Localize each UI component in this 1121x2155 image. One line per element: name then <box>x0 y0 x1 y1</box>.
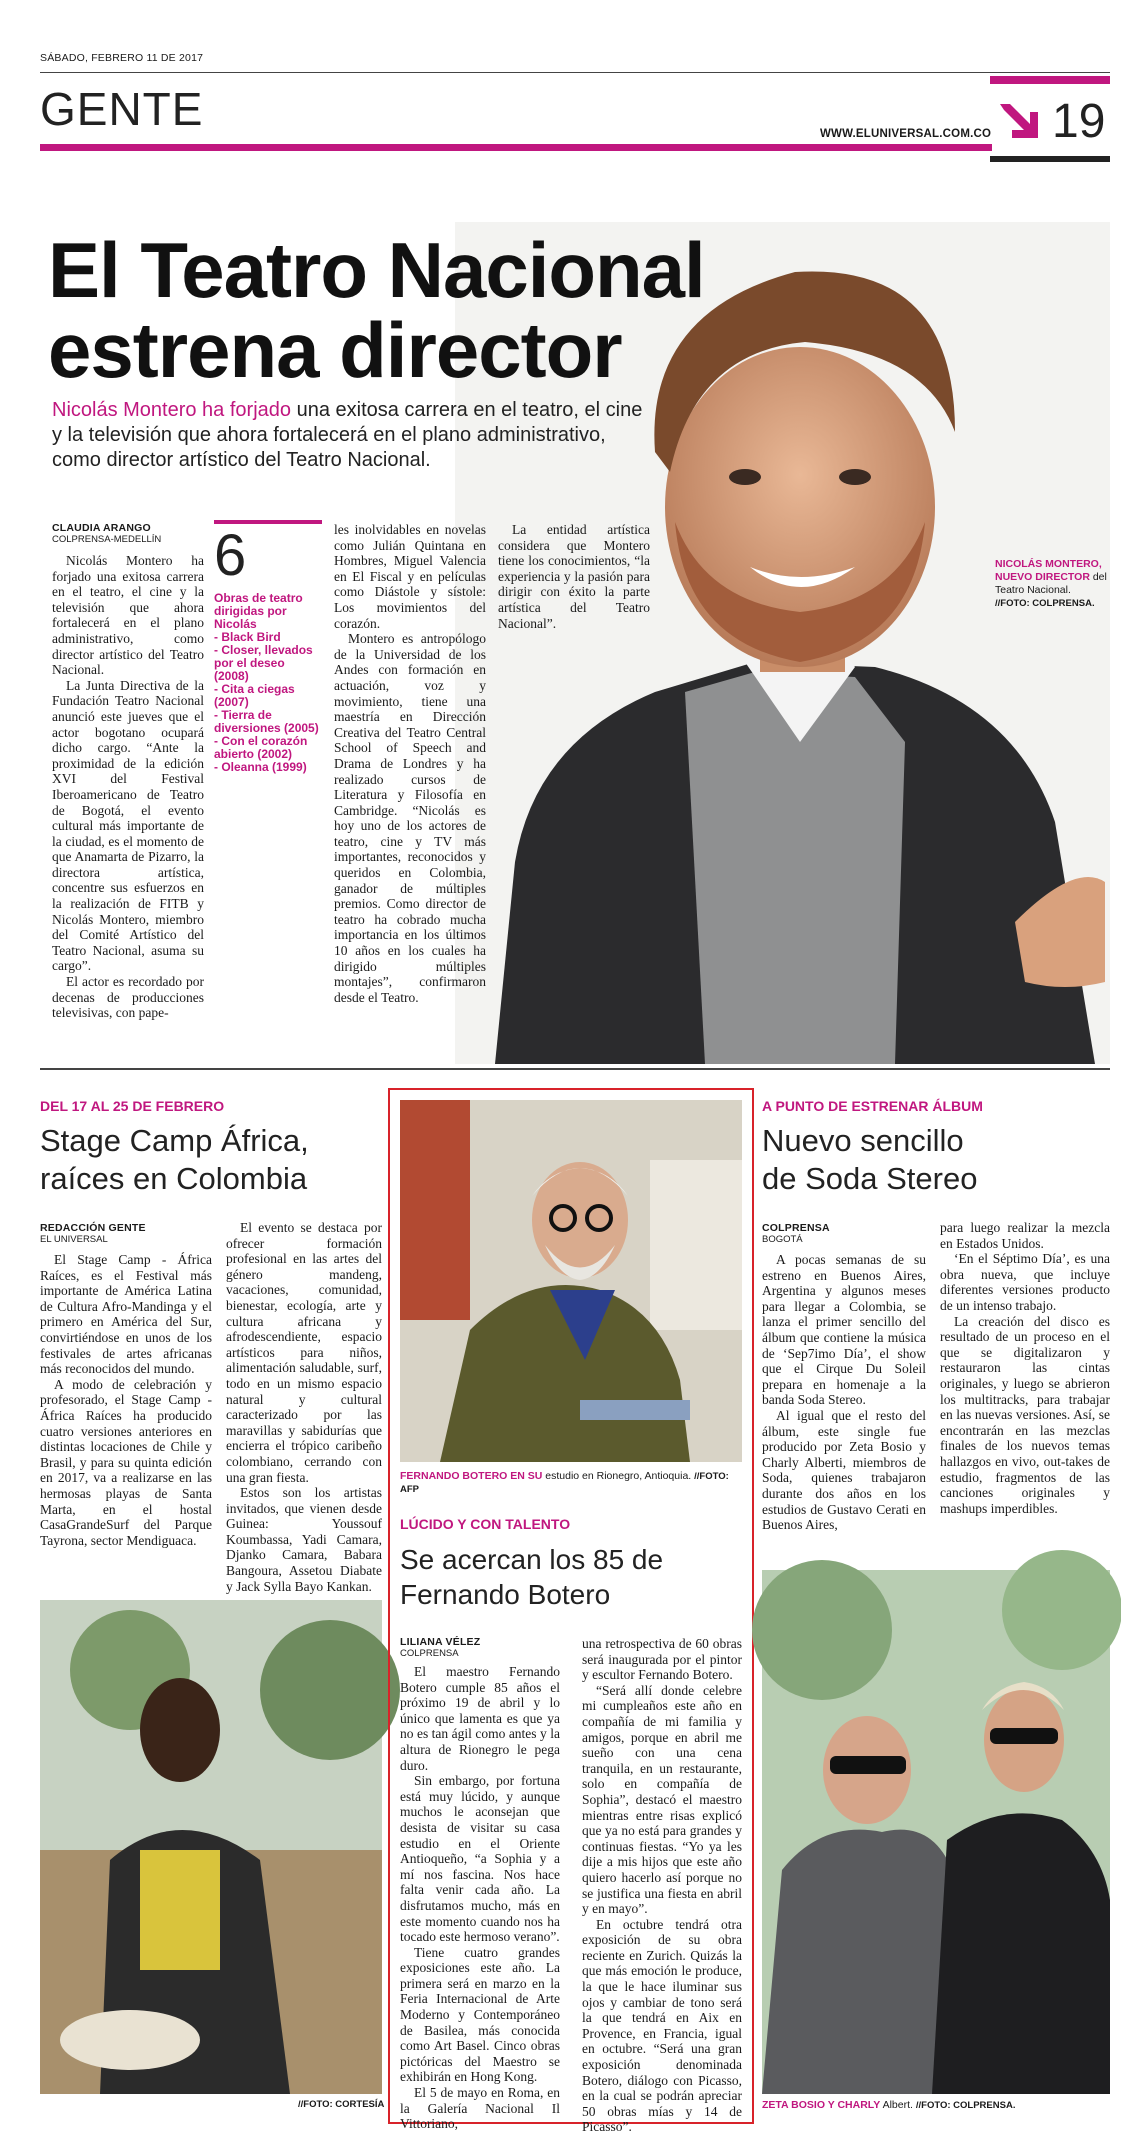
stage-kicker: DEL 17 AL 25 DE FEBRERO <box>40 1098 225 1114</box>
paragraph: La creación del disco es resultado de un proceso en el que se digitalizaron y restauraron las cintas originales, y luego se abrieron los multitracks, para trabajar en las nuevas versiones. Así, se encontrarán en las mezclas finales de los nuevos temas hallazgos en vivo, out-takes de estudio, fragmentos de las canciones originales y mashups imperdibles. <box>940 1313 1110 1516</box>
stage-col-1 <box>40 1252 212 1574</box>
soda-col-2 <box>940 1220 1110 1574</box>
main-author: CLAUDIA ARANGO <box>52 522 151 534</box>
botero-author-place: COLPRENSA <box>400 1648 459 1659</box>
headline-line-2: estrena director <box>48 306 622 394</box>
page-number: 19 <box>1052 95 1106 148</box>
plays-sidebar <box>214 520 322 774</box>
botero-col-2 <box>582 1636 742 2135</box>
section-divider <box>40 1068 1110 1070</box>
soda-photo <box>762 1570 1110 2094</box>
sidebar-item: - Cita a ciegas (2007) <box>214 682 295 709</box>
botero-caption <box>400 1470 742 1496</box>
botero-byline <box>400 1636 480 1659</box>
paragraph: “Será allí donde celebre mi cumpleaños este año en compañía de mi familia y amigos, porque en abril me sueño con una cena tranquila, en un restaurante, solo en compañía de Sophia”, destacó el maestro mientras entre risas explicó que ya no está para grandes y continuas fiestas. “Yo ya les dije a mis hijos que este año quiero hacerlo así porque no se justifica una fiesta en abril y en mayo”. <box>582 1682 742 1917</box>
botero-kicker: LÚCIDO Y CON TALENTO <box>400 1516 571 1532</box>
paragraph: En octubre tendrá otra exposición de su obra reciente en Zurich. Quizás la que más emoción le produce, la que le hace iluminar sus ojos y cambiar de tono será la que tendrá en Aix en Provence, en Francia, igual en octubre. “Será una gran exposición denominada Botero, diálogo con Picasso, en la cual se podrán apreciar 50 obras mías y 14 de Picasso”. <box>582 1916 742 2135</box>
botero-col-1 <box>400 1664 560 2132</box>
botero-caption-rest: estudio en Rionegro, Antioquia. <box>545 1470 692 1482</box>
paragraph: ‘En el Séptimo Día’, es una obra nueva, que incluye diferentes versiones producto de un intenso trabajo. <box>940 1251 1110 1313</box>
sidebar-item: - Closer, llevados por el deseo (2008) <box>214 643 313 683</box>
montero-caption-rest: del Teatro Nacional. <box>995 571 1107 596</box>
section-title: GENTE <box>40 83 204 135</box>
main-col-1 <box>52 553 204 1053</box>
montero-photo-credit: //FOTO: COLPRENSA. <box>995 598 1095 609</box>
stage-col-2 <box>226 1220 382 1594</box>
subhead <box>52 398 652 473</box>
paragraph: El Stage Camp - África Raíces, es el Festival más importante de América Latina de Cultura Afro-Mandinga y el primero en América del Sur, convirtiéndose en unos de los festivales de artes africanas más reconocidos del mundo. <box>40 1252 212 1377</box>
sidebar-number: 6 <box>214 523 247 588</box>
main-col-3 <box>498 522 650 631</box>
paragraph: A pocas semanas de su estreno en Buenos Aires, Argentina y algunos meses para llegar a Colombia, se lanza el primer sencillo del álbum que contiene la música de ‘Sep7imo Día’, el show que el Cirque Du Soleil prepara en homenaje a la banda Soda Stereo. <box>762 1252 926 1408</box>
header-rule-thin <box>40 72 1110 73</box>
stage-byline <box>40 1222 146 1245</box>
montero-caption <box>995 558 1107 610</box>
sidebar-lead: Obras de teatro dirigidas por Nicolás <box>214 591 303 631</box>
sidebar-item: - Con el corazón abierto (2002) <box>214 734 308 761</box>
main-byline <box>52 522 161 545</box>
sidebar-item: - Tierra de diversiones (2005) <box>214 708 319 735</box>
paragraph: El 5 de mayo en Roma, en la Galería Nacional Il Vittoriano, <box>400 2085 560 2132</box>
paragraph: La Junta Directiva de la Fundación Teatro Nacional anunció este jueves que el actor bogotano ocupará dicho cargo. “Ante la proximidad de la edición XVI del Festival Iberoamericano de Teatro de Bogotá, el evento cultural más importante de la ciudad, es el momento de que Anamarta de Pizarro, la directora artística, concentre sus esfuerzos en la realización de FITB y Nicolás Montero, miembro del Comité Artístico del Teatro Nacional, asuma su cargo”. <box>52 677 204 974</box>
paragraph: Estos son los artistas invitados, que vienen desde Guinea: Youssouf Koumbassa, Yadi Camara, Djanko Camara, Babara Bangoura, Assetou Diabate y Jack Sylla Bayo Kankan. <box>226 1485 382 1594</box>
paragraph: La entidad artística considera que Montero tiene los conocimientos, “la experiencia y la pasión para dirigir con éxito la parte artística del Teatro Nacional”. <box>498 522 650 631</box>
stage-photo-credit: //FOTO: CORTESÍA <box>298 2099 385 2110</box>
soda-col-1 <box>762 1252 926 1574</box>
paragraph: una retrospectiva de 60 obras será inaugurada por el pintor y escultor Fernando Botero. <box>582 1636 742 1683</box>
paragraph: les inolvidables en novelas como Julián Quintana en Hombres, Miguel Valencia en El Fiscal y en películas como Diástole y sístole: Los movimientos del corazón. <box>334 522 486 631</box>
soda-photo-credit: //FOTO: COLPRENSA. <box>915 2100 1016 2111</box>
soda-byline <box>762 1222 830 1245</box>
stage-photo-illustration <box>40 1600 382 2094</box>
headline-line-1: El Teatro Nacional <box>48 226 705 314</box>
sidebar-item: - Black Bird <box>214 630 281 644</box>
paragraph: Al igual que el resto del álbum, este single fue producido por Zeta Bosio y Charly Alberti, miembros de Soda, quienes trabajaron durante dos años en los estudios de Gustavo Cerati en Buenos Aires, <box>762 1407 926 1533</box>
page-number-bottom-bar <box>990 156 1110 162</box>
paragraph: para luego realizar la mezcla en Estados Unidos. <box>940 1220 1110 1251</box>
subhead-rest: una exitosa carrera en el teatro, el cine y la televisión que ahora fortalecerá en el plano administrativo, como director artístico del Teatro Nacional. <box>52 399 643 471</box>
botero-caption-name: FERNANDO BOTERO EN SU <box>400 1470 543 1482</box>
botero-headline: Se acercan los 85 de Fernando Botero <box>400 1544 664 1610</box>
page-number-block <box>990 76 1110 162</box>
subhead-highlight: Nicolás Montero ha forjado <box>52 399 292 421</box>
paragraph: Nicolás Montero ha forjado una exitosa carrera en el teatro, el cine y la televisión que ahora fortalecerá en el plano administrativo, como director artístico del Teatro Nacional. <box>52 553 204 678</box>
soda-caption <box>762 2099 1110 2112</box>
stage-author: REDACCIÓN GENTE <box>40 1222 146 1234</box>
stage-photo <box>40 1600 382 2094</box>
page-number-top-bar <box>990 76 1110 84</box>
soda-photo-illustration <box>762 1570 1110 2094</box>
soda-author-place: BOGOTÁ <box>762 1234 803 1245</box>
soda-author: COLPRENSA <box>762 1222 830 1234</box>
paragraph: A modo de celebración y profesorado, el Stage Camp - África Raíces ha producido cuatro versiones anteriores en distintas locaciones de Chile y Brasil, y para su quinta edición en 2017, va a realizarse en las hermosas playas de Santa Marta, en el hostal CasaGrandeSurf del Parque Tayrona, sector Mendiguaca. <box>40 1376 212 1548</box>
main-col-2 <box>334 522 486 1054</box>
stage-headline: Stage Camp África, raíces en Colombia <box>40 1123 309 1196</box>
headline <box>48 226 705 394</box>
issue-date: SÁBADO, FEBRERO 11 DE 2017 <box>40 52 204 64</box>
soda-caption-name: ZETA BOSIO Y CHARLY <box>762 2099 881 2111</box>
stage-author-place: EL UNIVERSAL <box>40 1234 108 1245</box>
paragraph: Montero es antropólogo de la Universidad de los Andes con formación en actuación, voz y movimiento, tiene una maestría en Dirección Creativa del Teatro Central School of Speech and Drama de Londres y ha realizado cursos de Literatura y Filosofía en Cambridge. “Nicolás es hoy uno de los actores de teatro, cine y TV más importantes, reconocidos y queridos en Colombia, ganador de múltiples premios. Como director de teatro ha cobrado mucha importancia en los últimos 10 años en los cuales ha dirigido múltiples montajes”, confirmaron desde el Teatro. <box>334 631 486 1005</box>
paragraph: El actor es recordado por decenas de producciones televisivas, con pape- <box>52 974 204 1021</box>
paragraph: Sin embargo, por fortuna está muy lúcido, y aunque muchos le aconsejan que desista de visitar su casa estudio en el Oriente Antioqueño, “a Sophia y a mí nos fascina. Nos hace falta venir cada año. La disfrutamos mucho, más en este momento cuando nos ha tocado este hermoso verano”. <box>400 1773 560 1945</box>
paragraph: El evento se destaca por ofrecer formación profesional en las artes del género mandeng, vacaciones, comunidad, bienestar, ecología, arte y cultura africana y afrodescendiente, espacio artísticos para niños, alimentación saludable, surf, todo en un mismo espacio natural y cultural caracterizado por las maravillas y sabidurías que encierra el trópico caribeño colombiano, cerrando con una gran fiesta. <box>226 1220 382 1485</box>
sidebar-item: - Oleanna (1999) <box>214 760 307 774</box>
botero-photo-credit: //FOTO: AFP <box>400 1471 729 1495</box>
botero-photo-illustration <box>400 1100 742 1462</box>
soda-kicker: A PUNTO DE ESTRENAR ÁLBUM <box>762 1098 983 1114</box>
section-magenta-bar <box>40 144 992 151</box>
arrow-icon <box>994 100 1040 142</box>
soda-caption-rest: Albert. <box>882 2099 913 2111</box>
montero-caption-name: NICOLÁS MONTERO, NUEVO DIRECTOR <box>995 558 1102 583</box>
botero-photo <box>400 1100 742 1462</box>
paragraph: El maestro Fernando Botero cumple 85 años el próximo 19 de abril y lo único que lamenta es que ya no es tan ágil como antes y la altura de Rionegro le pega duro. <box>400 1664 560 1773</box>
paragraph: Tiene cuatro grandes exposiciones este año. La primera será en marzo en la Feria Internacional de Arte Moderno y Contemporáneo de Basilea, más conocida como Art Basel. Cinco obras pictóricas del Maestro se exhibirán en Hong Kong. <box>400 1944 560 2085</box>
soda-headline: Nuevo sencillo de Soda Stereo <box>762 1123 978 1196</box>
botero-author: LILIANA VÉLEZ <box>400 1636 481 1648</box>
website-url[interactable]: WWW.ELUNIVERSAL.COM.CO <box>820 128 992 140</box>
main-author-place: COLPRENSA-MEDELLÍN <box>52 534 162 545</box>
